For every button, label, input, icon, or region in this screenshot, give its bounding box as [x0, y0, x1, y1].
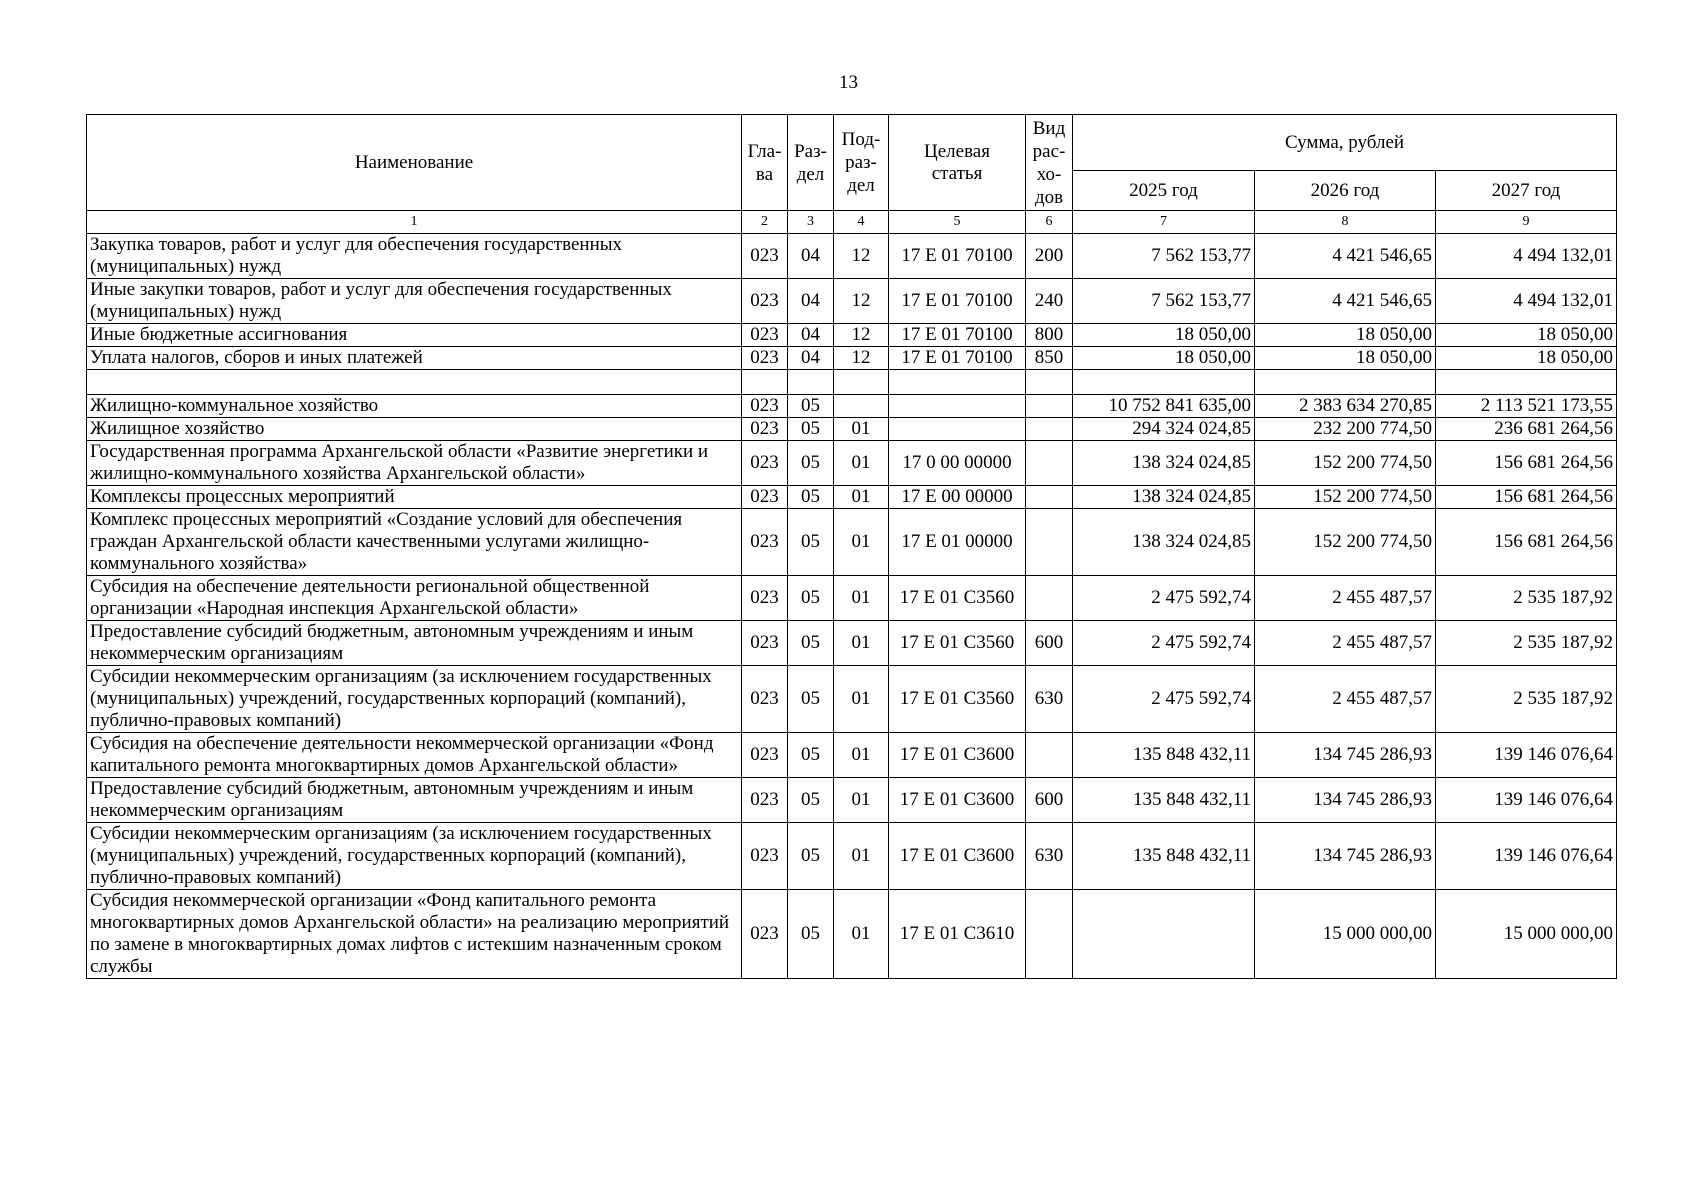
table-row: [87, 621, 1617, 666]
row-celevaya-statya: 17 Е 01 С3560: [889, 666, 1026, 733]
row-vid-rashodov: [1026, 509, 1073, 576]
row-name: Субсидия некоммерческой организации «Фонд капитального ремонта многоквартирных домов Архангельской области» на реализацию мероприятий по замене в многоквартирных домах лифтов с истекшим назначенным сроком службы: [87, 890, 742, 979]
row-sum-2027: 2 535 187,92: [1436, 666, 1617, 733]
row-glava: 023: [742, 418, 788, 441]
row-razdel: 05: [788, 621, 834, 666]
row-podrazdel: 01: [834, 486, 889, 509]
row-sum-2027: 139 146 076,64: [1436, 778, 1617, 823]
row-sum-2027: 4 494 132,01: [1436, 234, 1617, 279]
table-row: [87, 778, 1617, 823]
row-vid-rashodov: [1026, 733, 1073, 778]
column-number: 4: [834, 211, 889, 234]
row-podrazdel: 01: [834, 509, 889, 576]
row-name: Государственная программа Архангельской области «Развитие энергетики и жилищно-коммунального хозяйства Архангельской области»: [87, 441, 742, 486]
row-vid-rashodov: 630: [1026, 666, 1073, 733]
table-row: [87, 486, 1617, 509]
row-sum-2027: 236 681 264,56: [1436, 418, 1617, 441]
row-vid-rashodov: [1026, 576, 1073, 621]
row-podrazdel: 01: [834, 576, 889, 621]
header-year-2027: 2027 год: [1436, 171, 1617, 211]
row-podrazdel: 12: [834, 234, 889, 279]
row-podrazdel: 12: [834, 347, 889, 370]
header-glava-label: Гла- ва: [747, 140, 782, 185]
row-podrazdel: 01: [834, 823, 889, 890]
row-razdel: 04: [788, 279, 834, 324]
empty-cell: [1073, 370, 1255, 395]
row-sum-2026: 2 383 634 270,85: [1255, 395, 1436, 418]
row-vid-rashodov: 800: [1026, 324, 1073, 347]
empty-cell: [1255, 370, 1436, 395]
table-row: [87, 324, 1617, 347]
row-vid-rashodov: [1026, 890, 1073, 979]
row-sum-2026: 134 745 286,93: [1255, 778, 1436, 823]
row-razdel: 05: [788, 890, 834, 979]
table-row: [87, 823, 1617, 890]
column-number: 1: [87, 211, 742, 234]
row-podrazdel: 01: [834, 621, 889, 666]
row-glava: 023: [742, 441, 788, 486]
table-row: [87, 441, 1617, 486]
row-sum-2026: 152 200 774,50: [1255, 509, 1436, 576]
row-razdel: 04: [788, 347, 834, 370]
row-celevaya-statya: 17 Е 01 С3600: [889, 733, 1026, 778]
header-vid-rashodov-label: Вид рас- хо- дов: [1032, 117, 1066, 208]
row-razdel: 05: [788, 395, 834, 418]
row-razdel: 05: [788, 778, 834, 823]
row-sum-2026: 152 200 774,50: [1255, 441, 1436, 486]
row-name: Субсидии некоммерческим организациям (за исключением государственных (муниципальных) учреждений, государственных корпораций (компаний), публично-правовых компаний): [87, 666, 742, 733]
row-vid-rashodov: 850: [1026, 347, 1073, 370]
row-sum-2027: 2 113 521 173,55: [1436, 395, 1617, 418]
row-razdel: 04: [788, 234, 834, 279]
row-vid-rashodov: 600: [1026, 778, 1073, 823]
row-sum-2027: 156 681 264,56: [1436, 509, 1617, 576]
row-name: Иные закупки товаров, работ и услуг для обеспечения государственных (муниципальных) нужд: [87, 279, 742, 324]
table-header: [87, 115, 1617, 234]
row-podrazdel: 01: [834, 778, 889, 823]
row-vid-rashodov: 240: [1026, 279, 1073, 324]
row-celevaya-statya: 17 Е 01 70100: [889, 347, 1026, 370]
column-number-row: [87, 211, 1617, 234]
table-row: [87, 347, 1617, 370]
row-glava: 023: [742, 347, 788, 370]
row-razdel: 05: [788, 418, 834, 441]
row-sum-2026: 152 200 774,50: [1255, 486, 1436, 509]
row-sum-2027: 2 535 187,92: [1436, 576, 1617, 621]
row-vid-rashodov: [1026, 441, 1073, 486]
row-glava: 023: [742, 324, 788, 347]
row-glava: 023: [742, 279, 788, 324]
header-podrazdel: [834, 115, 889, 211]
row-name: Субсидии некоммерческим организациям (за исключением государственных (муниципальных) учреждений, государственных корпораций (компаний), публично-правовых компаний): [87, 823, 742, 890]
row-sum-2025: 10 752 841 635,00: [1073, 395, 1255, 418]
row-razdel: 05: [788, 576, 834, 621]
row-sum-2026: 2 455 487,57: [1255, 576, 1436, 621]
row-glava: 023: [742, 733, 788, 778]
row-sum-2027: 139 146 076,64: [1436, 823, 1617, 890]
table-row: [87, 733, 1617, 778]
table-row-empty: [87, 370, 1617, 395]
row-sum-2025: 7 562 153,77: [1073, 279, 1255, 324]
row-sum-2025: 2 475 592,74: [1073, 621, 1255, 666]
row-celevaya-statya: 17 0 00 00000: [889, 441, 1026, 486]
row-razdel: 05: [788, 733, 834, 778]
header-celevaya-statya: [889, 115, 1026, 211]
row-name: Закупка товаров, работ и услуг для обеспечения государственных (муниципальных) нужд: [87, 234, 742, 279]
row-sum-2026: 18 050,00: [1255, 347, 1436, 370]
row-glava: 023: [742, 890, 788, 979]
row-podrazdel: 01: [834, 733, 889, 778]
row-razdel: 05: [788, 666, 834, 733]
column-number: 2: [742, 211, 788, 234]
row-glava: 023: [742, 395, 788, 418]
table-row: [87, 509, 1617, 576]
row-celevaya-statya: 17 Е 01 70100: [889, 234, 1026, 279]
row-podrazdel: 01: [834, 666, 889, 733]
row-sum-2025: 138 324 024,85: [1073, 509, 1255, 576]
row-razdel: 05: [788, 441, 834, 486]
row-podrazdel: 01: [834, 890, 889, 979]
row-vid-rashodov: 200: [1026, 234, 1073, 279]
row-sum-2026: 18 050,00: [1255, 324, 1436, 347]
header-razdel-label: Раз- дел: [794, 140, 827, 185]
row-sum-2027: 4 494 132,01: [1436, 279, 1617, 324]
row-sum-2026: 4 421 546,65: [1255, 234, 1436, 279]
row-celevaya-statya: 17 Е 01 С3600: [889, 823, 1026, 890]
empty-cell: [1436, 370, 1617, 395]
row-sum-2026: 2 455 487,57: [1255, 666, 1436, 733]
column-number: 8: [1255, 211, 1436, 234]
row-celevaya-statya: 17 Е 01 С3600: [889, 778, 1026, 823]
row-name: Субсидия на обеспечение деятельности региональной общественной организации «Народная инспекция Архангельской области»: [87, 576, 742, 621]
row-celevaya-statya: 17 Е 01 00000: [889, 509, 1026, 576]
row-vid-rashodov: [1026, 486, 1073, 509]
row-celevaya-statya: [889, 418, 1026, 441]
row-sum-2025: 18 050,00: [1073, 324, 1255, 347]
row-glava: 023: [742, 666, 788, 733]
row-sum-2027: 18 050,00: [1436, 347, 1617, 370]
table-row: [87, 418, 1617, 441]
row-glava: 023: [742, 621, 788, 666]
column-number: 5: [889, 211, 1026, 234]
row-name: Предоставление субсидий бюджетным, автономным учреждениям и иным некоммерческим организациям: [87, 621, 742, 666]
header-year-2025: 2025 год: [1073, 171, 1255, 211]
row-podrazdel: 01: [834, 418, 889, 441]
row-vid-rashodov: 600: [1026, 621, 1073, 666]
header-glava: [742, 115, 788, 211]
row-podrazdel: 12: [834, 279, 889, 324]
row-glava: 023: [742, 823, 788, 890]
table-row: [87, 279, 1617, 324]
row-name: Предоставление субсидий бюджетным, автономным учреждениям и иным некоммерческим организациям: [87, 778, 742, 823]
table-row: [87, 890, 1617, 979]
row-celevaya-statya: 17 Е 01 С3610: [889, 890, 1026, 979]
row-vid-rashodov: 630: [1026, 823, 1073, 890]
row-sum-2025: 135 848 432,11: [1073, 733, 1255, 778]
row-razdel: 05: [788, 509, 834, 576]
row-glava: 023: [742, 509, 788, 576]
empty-cell: [889, 370, 1026, 395]
row-sum-2027: 156 681 264,56: [1436, 441, 1617, 486]
row-sum-2026: 2 455 487,57: [1255, 621, 1436, 666]
row-sum-2027: 139 146 076,64: [1436, 733, 1617, 778]
row-vid-rashodov: [1026, 418, 1073, 441]
table-body: [87, 234, 1617, 979]
column-number: 9: [1436, 211, 1617, 234]
row-sum-2026: 15 000 000,00: [1255, 890, 1436, 979]
row-razdel: 05: [788, 823, 834, 890]
row-sum-2025: 135 848 432,11: [1073, 823, 1255, 890]
header-year-2026: 2026 год: [1255, 171, 1436, 211]
row-glava: 023: [742, 778, 788, 823]
row-celevaya-statya: 17 Е 00 00000: [889, 486, 1026, 509]
row-name: Жилищно-коммунальное хозяйство: [87, 395, 742, 418]
empty-cell: [834, 370, 889, 395]
column-number: 6: [1026, 211, 1073, 234]
row-name: Жилищное хозяйство: [87, 418, 742, 441]
row-glava: 023: [742, 234, 788, 279]
row-glava: 023: [742, 576, 788, 621]
table-row: [87, 576, 1617, 621]
row-sum-2027: 156 681 264,56: [1436, 486, 1617, 509]
row-celevaya-statya: 17 Е 01 70100: [889, 324, 1026, 347]
budget-table: [86, 114, 1617, 979]
row-sum-2025: 138 324 024,85: [1073, 486, 1255, 509]
row-sum-2025: [1073, 890, 1255, 979]
table-row: [87, 234, 1617, 279]
column-number: 3: [788, 211, 834, 234]
row-name: Комплексы процессных мероприятий: [87, 486, 742, 509]
row-podrazdel: 12: [834, 324, 889, 347]
row-celevaya-statya: 17 Е 01 С3560: [889, 576, 1026, 621]
row-sum-2026: 4 421 546,65: [1255, 279, 1436, 324]
header-name: Наименование: [87, 115, 742, 211]
row-glava: 023: [742, 486, 788, 509]
row-name: Субсидия на обеспечение деятельности некоммерческой организации «Фонд капитального ремонта многоквартирных домов Архангельской области»: [87, 733, 742, 778]
row-sum-2027: 18 050,00: [1436, 324, 1617, 347]
row-name: Иные бюджетные ассигнования: [87, 324, 742, 347]
row-sum-2026: 232 200 774,50: [1255, 418, 1436, 441]
row-podrazdel: [834, 395, 889, 418]
header-vid-rashodov: [1026, 115, 1073, 211]
empty-cell: [742, 370, 788, 395]
row-name: Комплекс процессных мероприятий «Создание условий для обеспечения граждан Архангельской области качественными услугами жилищно-коммунального хозяйства»: [87, 509, 742, 576]
table-row: [87, 666, 1617, 733]
row-celevaya-statya: 17 Е 01 70100: [889, 279, 1026, 324]
row-name: Уплата налогов, сборов и иных платежей: [87, 347, 742, 370]
row-sum-2025: 18 050,00: [1073, 347, 1255, 370]
row-sum-2025: 7 562 153,77: [1073, 234, 1255, 279]
row-sum-2025: 138 324 024,85: [1073, 441, 1255, 486]
header-podrazdel-label: Под- раз- дел: [841, 129, 881, 196]
header-razdel: [788, 115, 834, 211]
row-celevaya-statya: 17 Е 01 С3560: [889, 621, 1026, 666]
row-sum-2025: 135 848 432,11: [1073, 778, 1255, 823]
row-podrazdel: 01: [834, 441, 889, 486]
row-vid-rashodov: [1026, 395, 1073, 418]
row-sum-2025: 2 475 592,74: [1073, 666, 1255, 733]
empty-cell: [87, 370, 742, 395]
empty-cell: [788, 370, 834, 395]
empty-cell: [1026, 370, 1073, 395]
table-row: [87, 395, 1617, 418]
header-celevaya-statya-label: Целевая статья: [924, 140, 990, 184]
row-sum-2025: 294 324 024,85: [1073, 418, 1255, 441]
row-sum-2027: 15 000 000,00: [1436, 890, 1617, 979]
column-number: 7: [1073, 211, 1255, 234]
row-sum-2026: 134 745 286,93: [1255, 823, 1436, 890]
row-celevaya-statya: [889, 395, 1026, 418]
row-razdel: 04: [788, 324, 834, 347]
header-summa: Сумма, рублей: [1073, 115, 1617, 171]
row-sum-2026: 134 745 286,93: [1255, 733, 1436, 778]
row-razdel: 05: [788, 486, 834, 509]
page-number: 13: [839, 72, 858, 93]
row-sum-2027: 2 535 187,92: [1436, 621, 1617, 666]
row-sum-2025: 2 475 592,74: [1073, 576, 1255, 621]
